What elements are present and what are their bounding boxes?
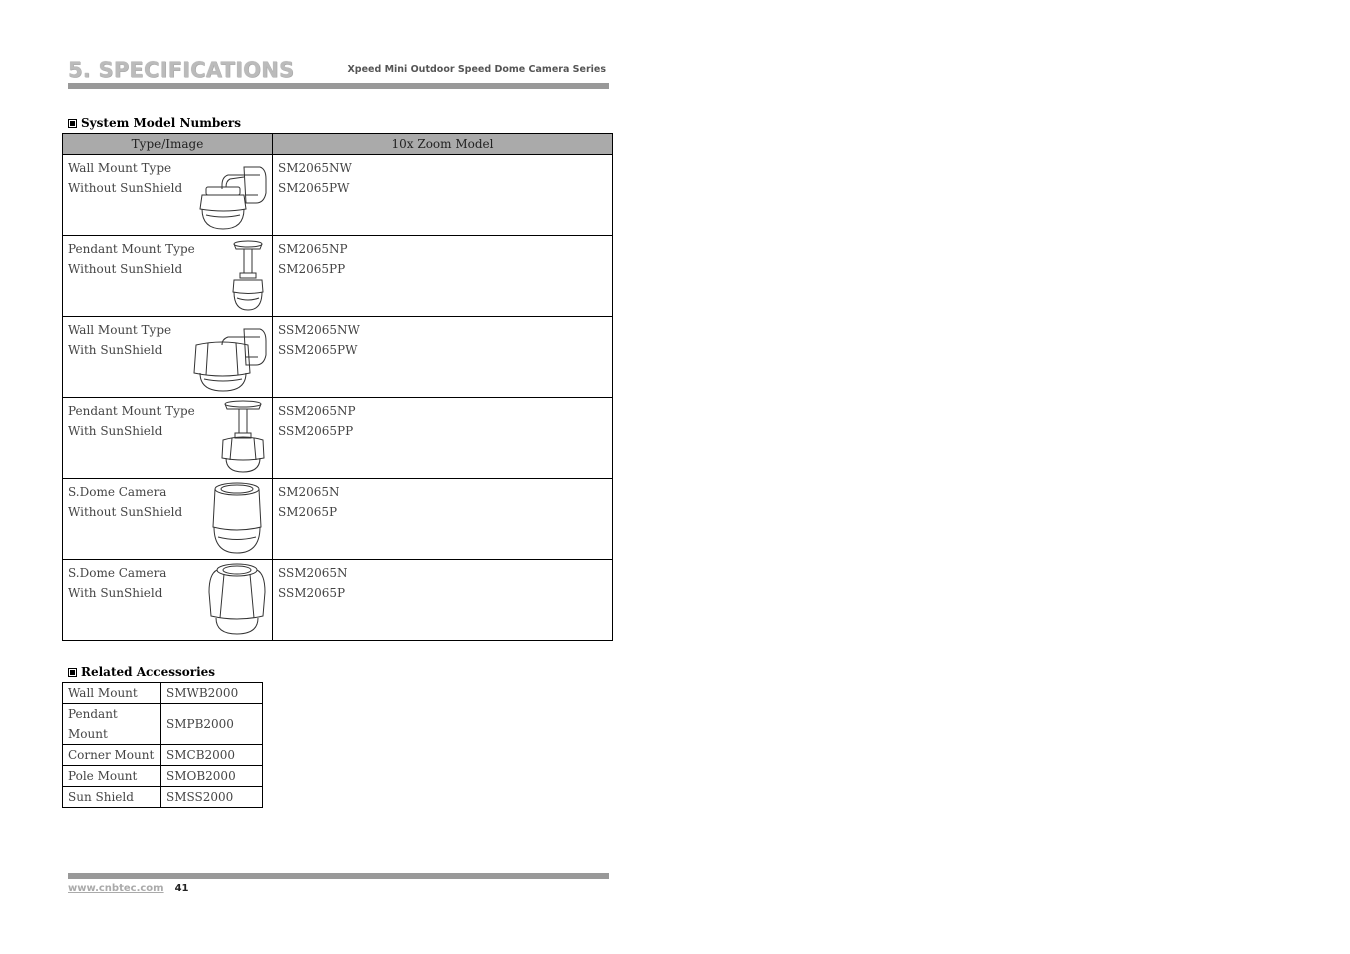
system-model-heading	[68, 116, 241, 130]
type-cell	[63, 155, 273, 236]
model-number: SM2065NW	[278, 161, 352, 175]
pendant-mount-camera-icon	[228, 240, 268, 312]
page-number: 41	[174, 883, 189, 894]
type-cell	[63, 398, 273, 479]
type-label: Pendant Mount Type	[68, 242, 195, 256]
model-cell	[273, 479, 613, 560]
system-model-heading-label: System Model Numbers	[81, 116, 241, 130]
table-row	[63, 479, 613, 560]
model-number: SM2065N	[278, 485, 340, 499]
square-bullet-icon	[68, 668, 77, 677]
model-cell	[273, 317, 613, 398]
model-number: SM2065NP	[278, 242, 348, 256]
model-number: SSM2065N	[278, 566, 348, 580]
type-label: Pendant Mount Type	[68, 404, 195, 418]
website-link[interactable]: www.cnbtec.com	[68, 883, 164, 894]
table-row	[63, 683, 263, 704]
type-label: S.Dome Camera	[68, 566, 167, 580]
type-sublabel: With SunShield	[68, 343, 163, 357]
accessory-name: Pendant Mount	[63, 704, 161, 745]
table-row	[63, 560, 613, 641]
type-label: Wall Mount Type	[68, 161, 172, 175]
wall-mount-sunshield-camera-icon	[188, 327, 268, 393]
footer	[68, 883, 189, 894]
system-model-table	[62, 133, 613, 641]
series-title: Xpeed Mini Outdoor Speed Dome Camera Series	[347, 64, 606, 75]
table-row	[63, 398, 613, 479]
type-cell	[63, 236, 273, 317]
accessory-code: SMPB2000	[161, 704, 263, 745]
dome-camera-icon	[206, 481, 268, 555]
model-number: SM2065PW	[278, 181, 350, 195]
type-label: Wall Mount Type	[68, 323, 172, 337]
table-row	[63, 787, 263, 808]
wall-mount-camera-icon	[188, 165, 268, 231]
type-sublabel: With SunShield	[68, 586, 163, 600]
model-number: SSM2065PW	[278, 343, 358, 357]
table-row	[63, 236, 613, 317]
accessory-name: Pole Mount	[63, 766, 161, 787]
accessory-code: SMOB2000	[161, 766, 263, 787]
accessories-heading-label: Related Accessories	[81, 665, 216, 679]
type-sublabel: Without SunShield	[68, 181, 183, 195]
type-cell	[63, 479, 273, 560]
type-cell	[63, 317, 273, 398]
type-sublabel: With SunShield	[68, 424, 163, 438]
table-row	[63, 155, 613, 236]
model-cell	[273, 236, 613, 317]
accessories-heading	[68, 665, 215, 679]
model-number: SSM2065NP	[278, 404, 356, 418]
model-number: SM2065PP	[278, 262, 346, 276]
model-cell	[273, 560, 613, 641]
accessory-name: Sun Shield	[63, 787, 161, 808]
dome-camera-sunshield-icon	[206, 562, 268, 636]
square-bullet-icon	[68, 119, 77, 128]
type-label: S.Dome Camera	[68, 485, 167, 499]
model-cell	[273, 155, 613, 236]
accessory-code: SMWB2000	[161, 683, 263, 704]
page-title: 5. SPECIFICATIONS	[68, 58, 295, 82]
column-header: Type/Image	[63, 134, 273, 155]
type-cell	[63, 560, 273, 641]
accessories-table	[62, 682, 263, 808]
accessory-code: SMCB2000	[161, 745, 263, 766]
table-row	[63, 704, 263, 745]
header-divider	[68, 83, 609, 89]
accessory-code: SMSS2000	[161, 787, 263, 808]
table-header-row	[63, 134, 613, 155]
table-row	[63, 745, 263, 766]
accessory-name: Corner Mount	[63, 745, 161, 766]
type-sublabel: Without SunShield	[68, 505, 183, 519]
footer-divider	[68, 873, 609, 879]
column-header: 10x Zoom Model	[273, 134, 613, 155]
model-number: SSM2065PP	[278, 424, 354, 438]
type-sublabel: Without SunShield	[68, 262, 183, 276]
model-cell	[273, 398, 613, 479]
model-number: SSM2065NW	[278, 323, 360, 337]
accessory-name: Wall Mount	[63, 683, 161, 704]
table-row	[63, 766, 263, 787]
model-number: SSM2065P	[278, 586, 346, 600]
pendant-mount-sunshield-camera-icon	[218, 400, 268, 474]
model-number: SM2065P	[278, 505, 338, 519]
table-row	[63, 317, 613, 398]
